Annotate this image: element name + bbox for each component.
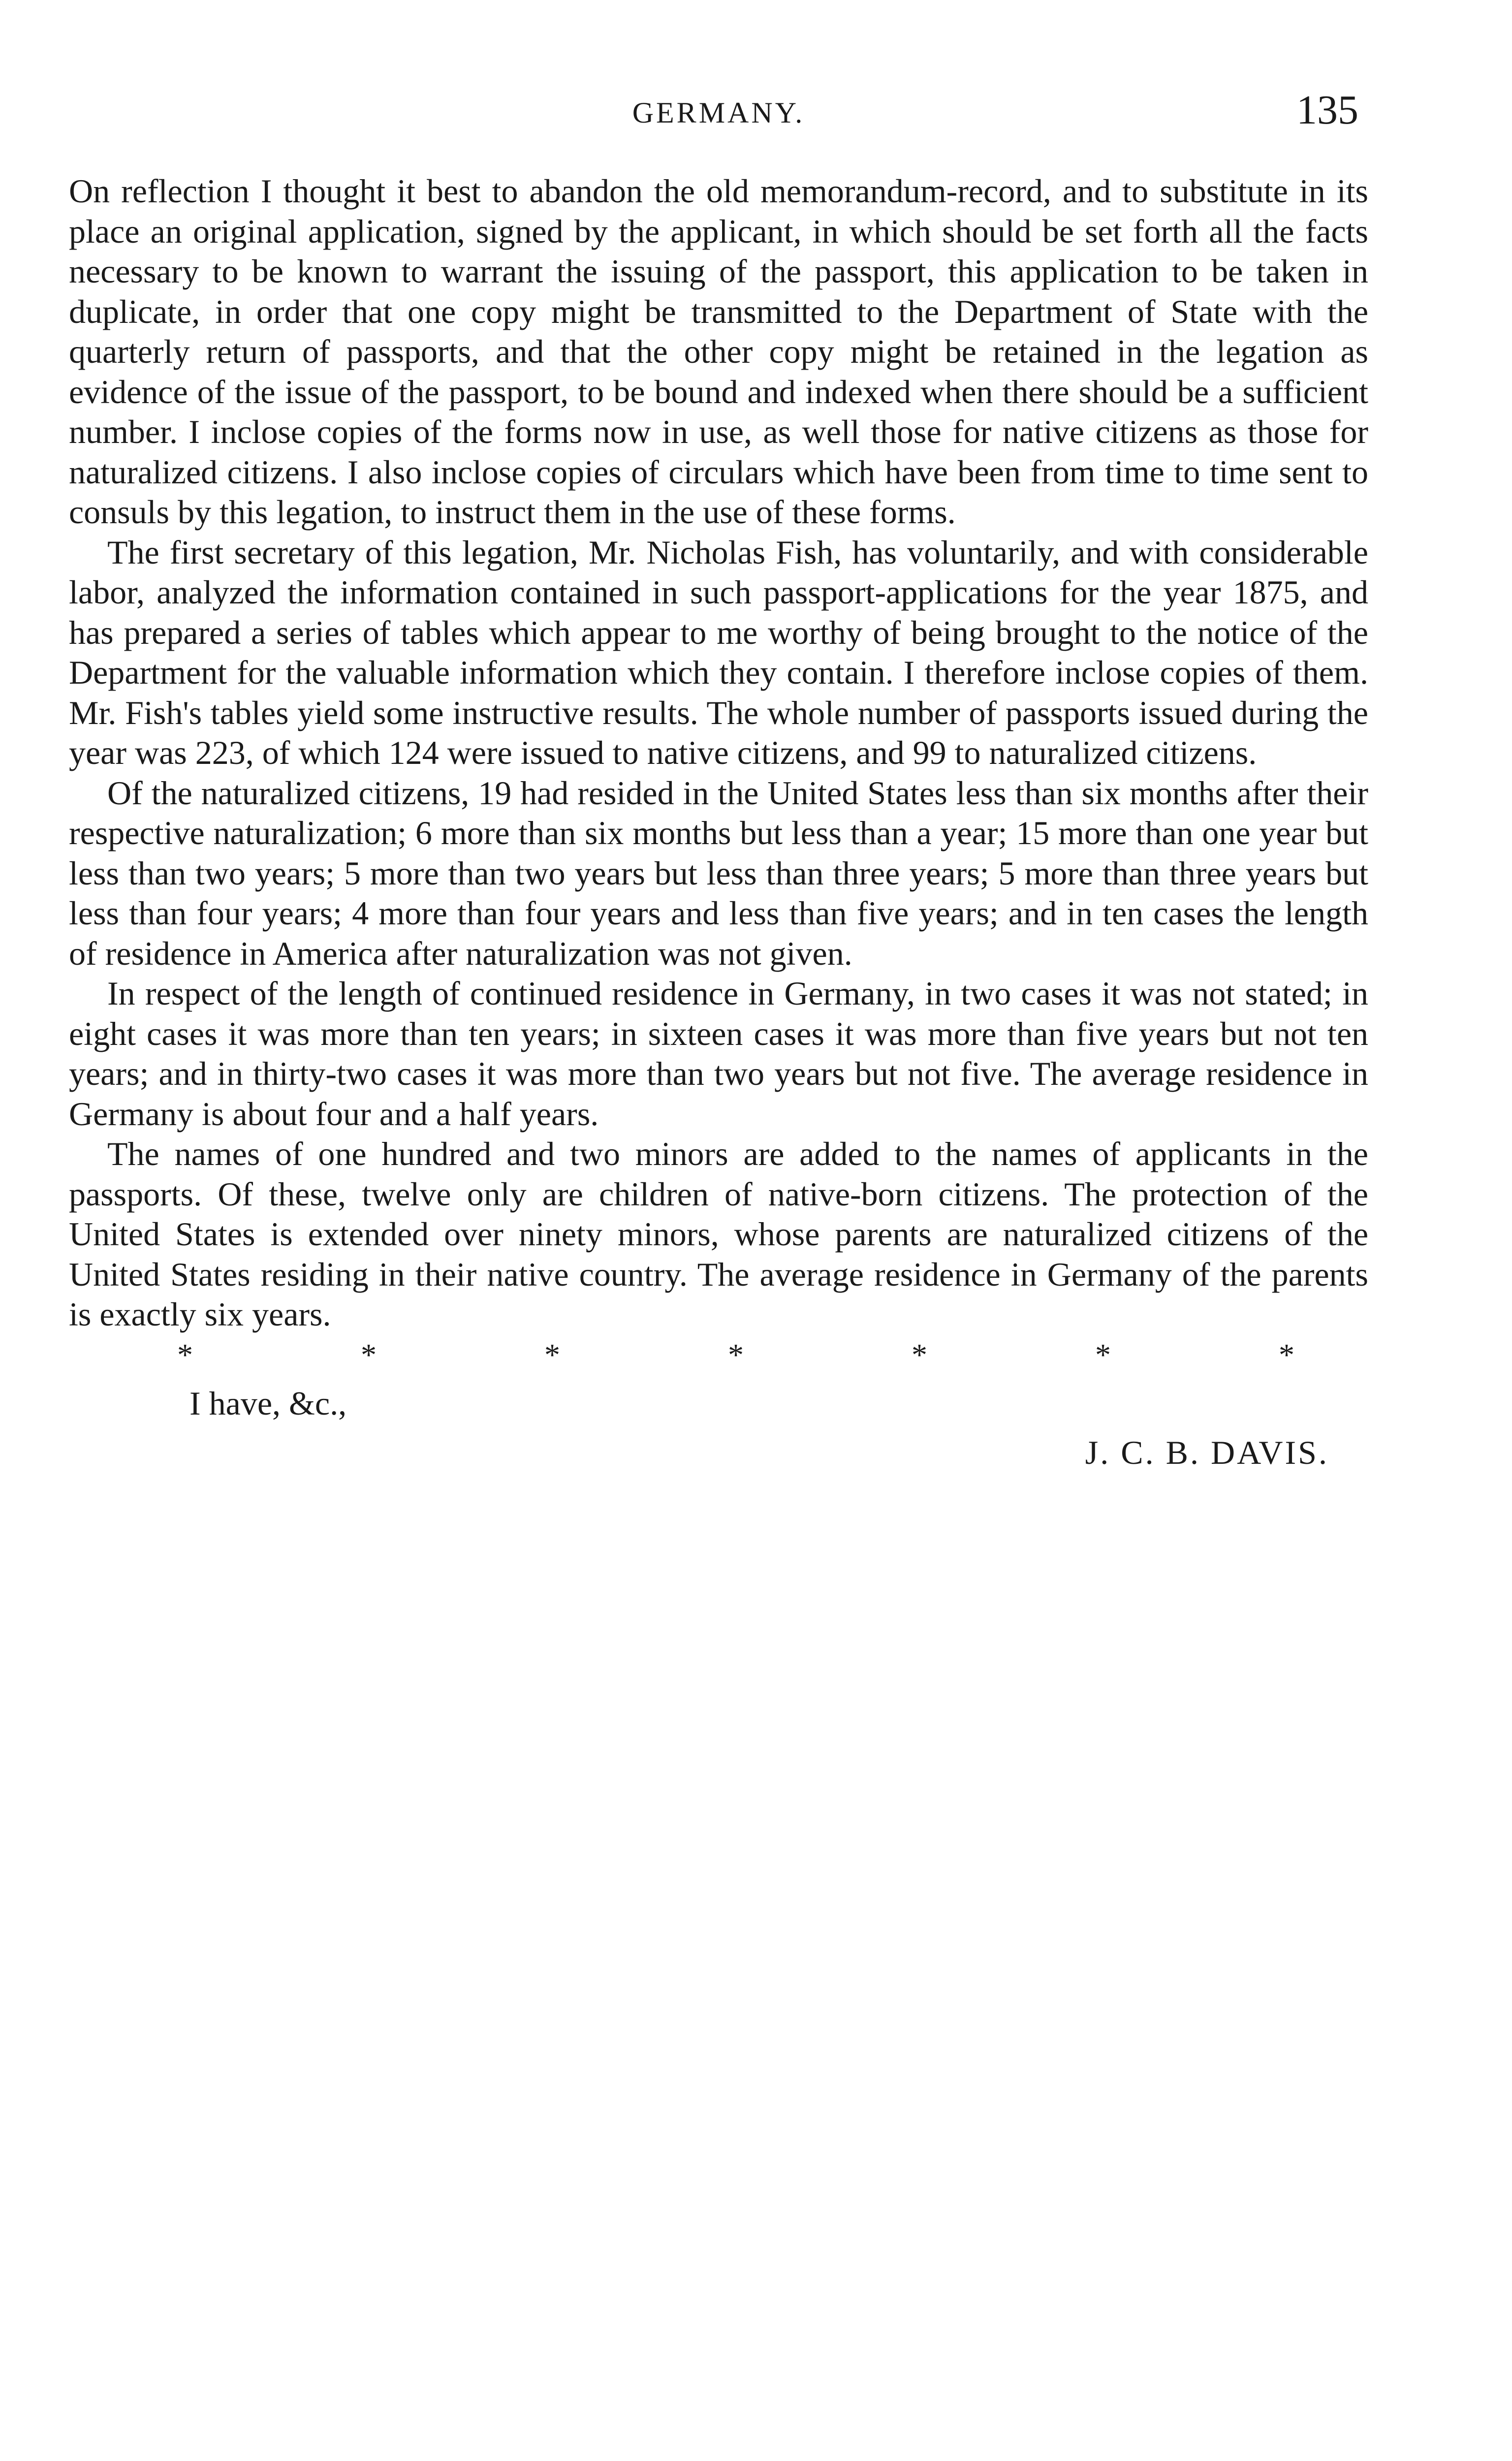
asterisk: * [544,1337,560,1372]
closing-salutation: I have, &c., [189,1384,347,1422]
asterisk: * [1095,1337,1111,1372]
asterisk: * [912,1337,927,1372]
running-title: GERMANY. [632,96,805,129]
running-head [69,81,1368,135]
signature: J. C. B. DAVIS. [1085,1433,1329,1471]
page-number: 135 [1296,87,1358,133]
paragraph-3: Of the naturalized citizens, 19 had resided in the United States less than six months after their respective naturalization; 6 more than six months but less than a year; 15 more than one year but less than two years; 5 more than two years but less than three years; 5 more than three years but less than four years; 4 more than four years and less than five years; and in ten cases the length of residence in America after naturalization was not given. [69,774,1368,972]
asterisk: * [361,1337,377,1372]
paragraph-2: The first secretary of this legation, Mr. Nicholas Fish, has voluntarily, and with considerable labor, analyzed the information contained in such passport-applications for the year 1875, and has prepared a series of tables which appear to me worthy of being brought to the notice of the Department for the valuable information which they contain. I therefore inclose copies of them. Mr. Fish's tables yield some instructive results. The whole number of passports issued during the year was 223, of which 124 were issued to native citizens, and 99 to naturalized citizens. [69,533,1368,771]
asterisk: * [728,1337,744,1372]
ellipsis-asterisks [69,1335,1368,1375]
body-text [69,171,1368,1472]
paragraph-1: On reflection I thought it best to abandon the old memorandum-record, and to substitute in its place an original application, signed by the applicant, in which should be set forth all the facts necessary to be known to warrant the issuing of the passport, this application to be taken in duplicate, in order that one copy might be transmitted to the Department of State with the quarterly return of passports, and that the other copy might be retained in the legation as evidence of the issue of the passport, to be bound and indexed when there should be a sufficient number. I inclose copies of the forms now in use, as well those for native citizens as those for naturalized citizens. I also inclose copies of circulars which have been from time to time sent to consuls by this legation, to instruct them in the use of these forms. [69,172,1368,531]
asterisk: * [177,1337,193,1372]
paragraph-5: The names of one hundred and two minors are added to the names of applicants in the passports. Of these, twelve only are children of native-born citizens. The protection of the United States is extended over ninety minors, whose parents are naturalized citizens of the United States residing in their native country. The average residence in Germany of the parents is exactly six years. [69,1135,1368,1333]
paragraph-4: In respect of the length of continued residence in Germany, in two cases it was not stated; in eight cases it was more than ten years; in sixteen cases it was more than five years but not ten years; and in thirty-two cases it was more than two years but not five. The average residence in Germany is about four and a half years. [69,975,1368,1133]
asterisk: * [1279,1337,1294,1372]
